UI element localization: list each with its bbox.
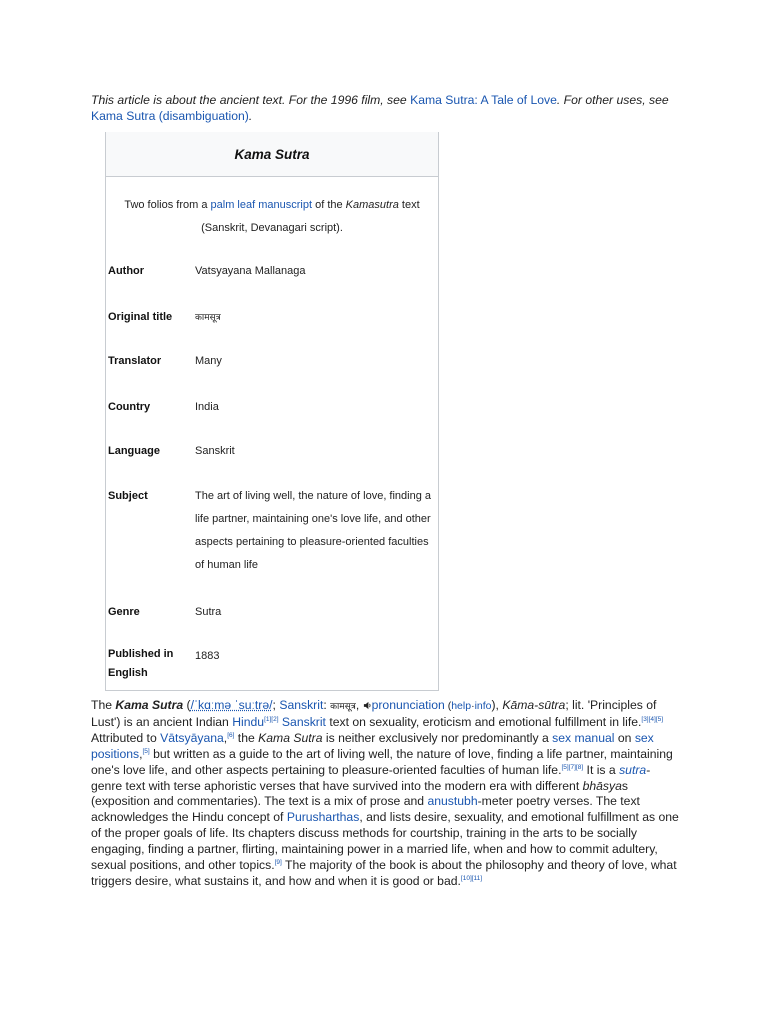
infobox-label: Translator (108, 355, 162, 367)
text-run: but written as a guide to the art of living well, the nature of love, finding a life partner, maintaining one's love life, and other aspects pertaining to pleasure-oriented faculties of human life. (91, 746, 673, 777)
hatnote-suffix: . (248, 108, 253, 123)
citation-ref[interactable]: [1][2] (264, 715, 279, 723)
citation-ref[interactable]: [9] (274, 859, 282, 866)
devanagari-text: कामसूत्र (330, 701, 356, 711)
pronunciation-link[interactable]: pronunciation (371, 698, 445, 712)
infobox-label: Author (108, 265, 145, 277)
text-run: The majority of the book is about the philosophy and theory of love, what triggers desire, what sustains it, and how and when it is good or bad. (91, 858, 677, 888)
text-run: , and lists desire, sexuality, and emotional fulfillment as one of the proper goals of life. Its chapters discuss methods for courtship, training in the arts to be socially engaging, finding a partner, flirting, maintaining power in a married life, when and how to commit adultery, sexual positions, and other topics. (91, 810, 679, 873)
hatnote-prefix: This article is about the ancient text. For the 1996 film, see (91, 93, 411, 107)
text-run: Attributed to (91, 730, 161, 745)
text-run: ( (444, 700, 452, 712)
sex-manual-link[interactable]: sex manual (552, 730, 615, 745)
disambiguation-link[interactable]: Kama Sutra (disambiguation) (91, 108, 249, 123)
sanskrit-text-link[interactable]: Sanskrit (281, 714, 326, 729)
text-run: s (exposition and commentaries). The text is a mix of prose and (91, 778, 628, 809)
text-run: ), (491, 698, 503, 712)
infobox-caption (106, 194, 438, 240)
kama-sutra-transliteration: Kāma-sūtra (502, 698, 566, 712)
vatsyayana-link[interactable]: Vātsyāyana (160, 730, 224, 745)
purusharthas-link[interactable]: Purusharthas (286, 810, 360, 825)
text-run: · (471, 700, 475, 712)
citation-ref[interactable]: [6] (227, 731, 235, 739)
text-run: , (139, 746, 143, 761)
text-run: : (323, 698, 331, 712)
info-link[interactable]: info (474, 700, 492, 712)
text-run: bhāsya (582, 778, 622, 793)
infobox-label: Genre (108, 606, 140, 618)
citation-ref[interactable]: [5][7][8] (561, 763, 584, 771)
language-link[interactable]: Sanskrit (195, 445, 235, 457)
citation-ref[interactable]: [3][4][5] (641, 715, 664, 723)
original-title-value: कामसूत्र (195, 312, 221, 322)
citation-ref[interactable]: [10][11] (460, 874, 483, 882)
speaker-icon[interactable] (363, 701, 372, 710)
text-run: Kama Sutra (258, 730, 323, 745)
text-run: , (223, 730, 228, 745)
article-lead-paragraph (91, 698, 681, 890)
infobox-label: Original title (108, 311, 173, 323)
subject-value: The art of living well, the nature of love, finding a life partner, maintaining one's love life, and other aspects pertaining to pleasure-oriented faculties of human life (195, 490, 432, 571)
published-value: 1883 (195, 650, 220, 662)
infobox-label: Published in English (108, 648, 174, 679)
article-title: Kama Sutra (115, 698, 184, 712)
citation-ref[interactable]: [5] (142, 747, 150, 755)
sanskrit-link[interactable]: Sanskrit (279, 698, 324, 712)
text-run: text on sexuality, eroticism and emotional fulfillment in life. (325, 714, 642, 729)
text-run: on (614, 730, 635, 745)
text-run: the (234, 730, 259, 745)
sex-positions-link[interactable]: sex positions (91, 730, 654, 761)
infobox (105, 132, 439, 691)
hindu-link[interactable]: Hindu (232, 714, 265, 729)
caption-text-2: of the (312, 199, 346, 211)
caption-text-1: Two folios from a (124, 199, 211, 211)
hatnote-middle: . For other uses, see (556, 93, 669, 107)
caption-line-2: (Sanskrit, Devanagari script). (201, 222, 343, 234)
infobox-label: Country (108, 401, 151, 413)
text-run: is neither exclusively nor predominantly a (322, 730, 553, 745)
sutra-link[interactable]: sutra (619, 762, 647, 777)
caption-italic: Kamasutra (345, 199, 399, 211)
author-link[interactable]: Vatsyayana Mallanaga (195, 265, 306, 277)
caption-text-3: text (398, 199, 420, 211)
text-run: -genre text with terse aphoristic verses that have survived into the modern era with different (91, 762, 651, 793)
text-run: -meter poetry verses. The text acknowledges the Hindu concept of (91, 794, 640, 825)
text-run: ( (183, 698, 191, 712)
infobox-label: Subject (108, 490, 148, 502)
text-run: ; lit. 'Principles of Lust') is an ancient Indian (91, 698, 657, 729)
translator-value: Many (195, 355, 222, 367)
genre-value: Sutra (195, 606, 222, 618)
infobox-label: Language (108, 445, 160, 457)
infobox-title: Kama Sutra (106, 132, 438, 177)
text-run: , (355, 698, 363, 712)
country-link[interactable]: India (195, 401, 219, 413)
text-run: The (91, 698, 116, 712)
anustubh-link[interactable]: anustubh (427, 794, 478, 809)
film-link[interactable]: Kama Sutra: A Tale of Love (410, 93, 557, 107)
hatnote (91, 93, 691, 124)
help-link[interactable]: help (451, 700, 472, 712)
palm-leaf-manuscript-link[interactable]: palm leaf manuscript (210, 199, 313, 211)
text-run: It is a (583, 762, 620, 777)
text-run: ; (272, 698, 280, 712)
ipa-link[interactable]: /ˈkɑːmə ˈsuːtrə/ (190, 698, 273, 712)
